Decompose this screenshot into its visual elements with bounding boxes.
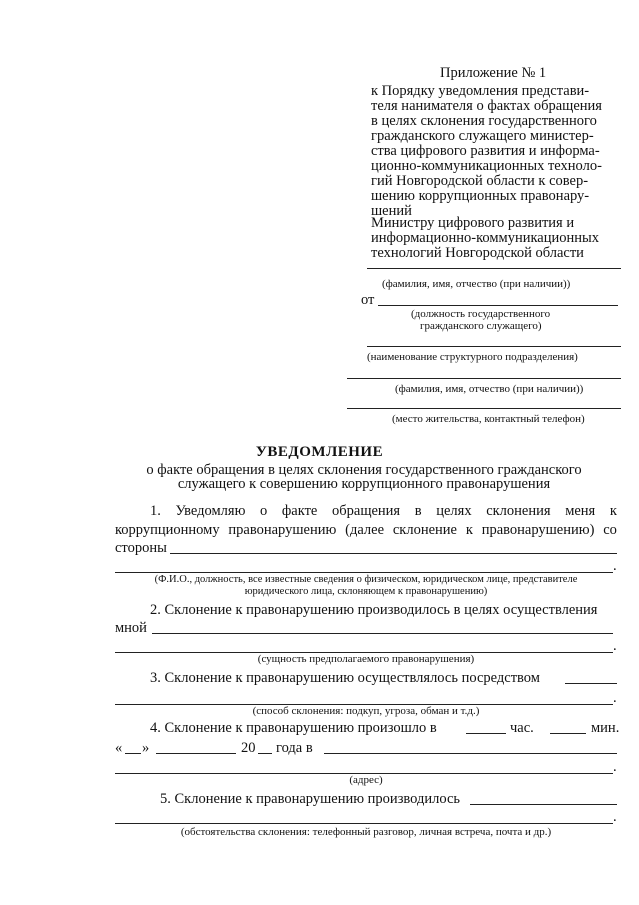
residence-caption: (место жительства, контактный телефон) — [392, 413, 585, 425]
item1-line1 — [150, 504, 617, 519]
item1-line2 — [115, 523, 617, 538]
item5-fill-line-2[interactable] — [115, 823, 613, 824]
item1-word: склонение — [392, 522, 457, 538]
item2-by-me-label: мной — [115, 620, 147, 636]
item1-caption-1: (Ф.И.О., должность, все известные сведения о физическом, юридическом лице, представителе — [154, 574, 578, 585]
item1-word: факте — [281, 503, 318, 519]
addressee-line: Министру цифрового развития и — [371, 215, 575, 231]
item5-fill-line-1[interactable] — [470, 804, 617, 805]
addressee-text — [371, 216, 599, 261]
department-caption: (наименование структурного подразделения) — [367, 351, 578, 363]
item4-minutes-blank[interactable] — [550, 733, 586, 734]
notice-heading-row — [0, 443, 639, 461]
position-line[interactable] — [378, 305, 618, 306]
notice-subtitle-2: служащего к совершению коррупционного правонарушения — [177, 476, 551, 492]
department-line[interactable] — [367, 346, 621, 347]
item1-word: правонарушению) — [481, 522, 595, 538]
item4-period: . — [613, 759, 617, 775]
item4-quote-open: « — [115, 740, 123, 756]
item4-year-prefix: 20 — [241, 740, 256, 756]
item5-caption: (обстоятельства склонения: телефонный разговор, личная встреча, почта и др.) — [180, 826, 552, 838]
item5-text: 5. Склонение к правонарушению производилось — [160, 791, 461, 807]
notice-subtitle-1: о факте обращения в целях склонения государственного гражданского — [146, 462, 582, 478]
fio-line-1[interactable] — [367, 268, 621, 269]
procedure-line: в целях склонения государственного — [371, 113, 597, 129]
item1-caption-2: юридического лица, склоняющем к правонарушению) — [244, 586, 488, 597]
item1-word: Уведомляю — [175, 503, 246, 519]
procedure-line: шений — [371, 203, 412, 219]
fio-line-2[interactable] — [347, 378, 621, 379]
item1-word: меня — [565, 503, 596, 519]
item3-text: 3. Склонение к правонарушению осуществлялось посредством — [150, 670, 540, 686]
from-label: от — [361, 292, 375, 308]
item1-word: со — [603, 522, 617, 538]
item1-word: целях — [436, 503, 472, 519]
item2-period: . — [613, 638, 617, 654]
item4-quote-close: » — [142, 740, 150, 756]
item1-word: о — [260, 503, 268, 519]
procedure-line: к Порядку уведомления представи- — [371, 83, 590, 99]
fio-caption-1: (фамилия, имя, отчество (при наличии)) — [382, 278, 571, 290]
item4-year-suffix: года в — [276, 740, 313, 756]
item4-month-blank[interactable] — [156, 753, 236, 754]
procedure-line: шению коррупционных правонару- — [371, 188, 590, 204]
item4-address-line-1[interactable] — [324, 753, 617, 754]
item3-fill-line-1[interactable] — [565, 683, 617, 684]
procedure-line: теля нанимателя о фактах обращения — [371, 98, 602, 114]
item4-day-blank[interactable] — [125, 753, 141, 754]
item1-word: к — [609, 503, 617, 519]
procedure-text — [371, 84, 602, 219]
item5-period: . — [613, 809, 617, 825]
appendix-label: Приложение № 1 — [440, 65, 547, 81]
addressee-line: технологий Новгородской области — [371, 245, 584, 261]
item2-fill-line-1[interactable] — [152, 633, 613, 634]
item1-word: (далее — [345, 522, 385, 538]
item1-word: обращения — [332, 503, 401, 519]
item2-text: 2. Склонение к правонарушению производилось в целях осуществления — [150, 602, 598, 618]
item1-sides-label: стороны — [115, 540, 167, 556]
item3-caption: (способ склонения: подкуп, угроза, обман и т.д.) — [252, 705, 480, 717]
item1-word: правонарушению — [228, 522, 337, 538]
item1-word: склонения — [486, 503, 551, 519]
addressee-line: информационно-коммуникационных — [371, 230, 600, 246]
item4-text: 4. Склонение к правонарушению произошло в — [150, 720, 437, 736]
item1-fill-line-2[interactable] — [115, 572, 613, 573]
item4-hours-blank[interactable] — [466, 733, 506, 734]
item4-minutes-label: мин. — [591, 720, 620, 736]
procedure-line: гий Новгородской области к совер- — [371, 173, 589, 189]
item4-year-blank[interactable] — [258, 753, 272, 754]
item4-hours-label: час. — [510, 720, 534, 736]
item3-period: . — [613, 690, 617, 706]
procedure-line: гражданского служащего министер- — [371, 128, 594, 144]
item2-caption: (сущность предполагаемого правонарушения) — [257, 653, 475, 665]
position-caption-2: гражданского служащего) — [420, 320, 542, 332]
item4-caption: (адрес) — [349, 774, 383, 786]
procedure-line: ционно-коммуникационных техноло- — [371, 158, 602, 174]
position-caption-1: (должность государственного — [411, 308, 551, 320]
item1-word: в — [414, 503, 422, 519]
item1-word: к — [465, 522, 473, 538]
procedure-line: ства цифрового развития и информа- — [371, 143, 600, 159]
residence-line[interactable] — [347, 408, 621, 409]
item1-period: . — [613, 558, 617, 574]
notice-heading: УВЕДОМЛЕНИЕ — [255, 444, 384, 460]
fio-caption-2: (фамилия, имя, отчество (при наличии)) — [395, 383, 584, 395]
item1-word: 1. — [150, 503, 161, 519]
item1-word: коррупционному — [115, 522, 220, 538]
item1-fill-line-1[interactable] — [170, 553, 617, 554]
